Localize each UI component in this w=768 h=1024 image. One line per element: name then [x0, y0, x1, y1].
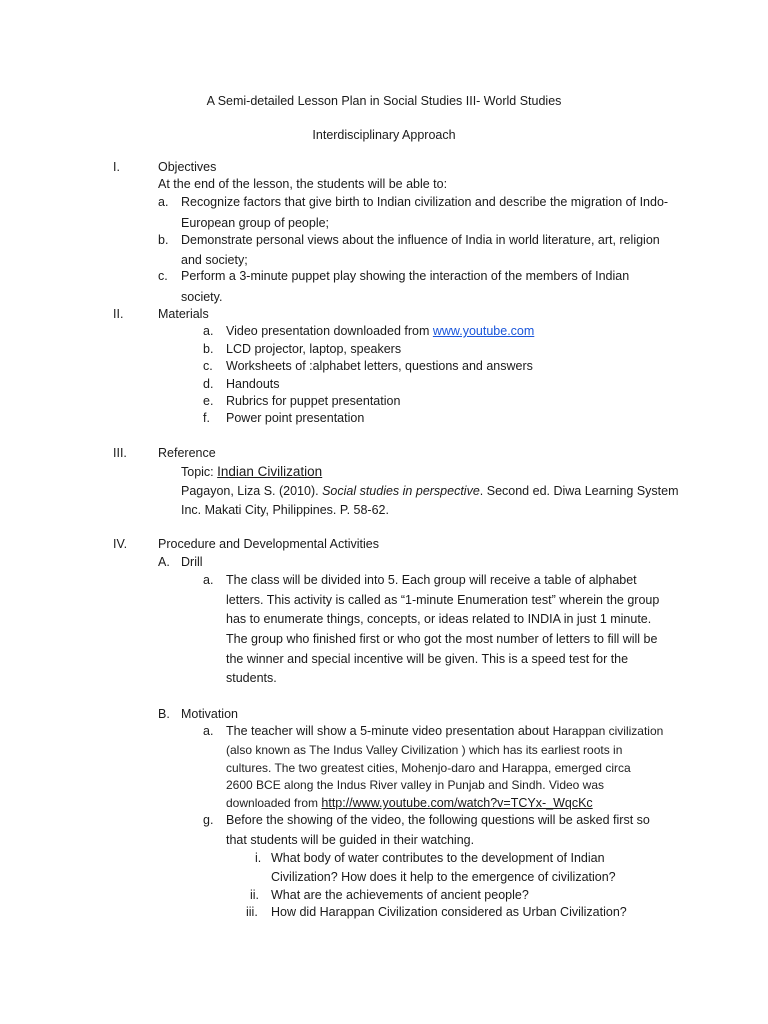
material-letter: e. — [203, 394, 214, 408]
download-label: downloaded from — [226, 796, 322, 810]
drill-line: letters. This activity is called as “1-minute Enumeration test” wherein the group — [226, 593, 660, 607]
objective-letter: b. — [158, 233, 169, 247]
section-3-heading: Reference — [158, 446, 216, 460]
material-item: LCD projector, laptop, speakers — [226, 342, 402, 356]
youtube-link[interactable]: www.youtube.com — [432, 324, 535, 338]
motivation-topic: Harappan civilization — [552, 724, 664, 738]
material-item: Rubrics for puppet presentation — [226, 394, 401, 408]
question-text: How did Harappan Civilization considered as Urban Civilization? — [271, 905, 627, 919]
question-text: What body of water contributes to the development of Indian — [271, 851, 605, 865]
topic-title: Indian Civilization — [217, 464, 323, 479]
motivation-text: The teacher will show a 5-minute video presentation about — [226, 724, 553, 738]
question-number: i. — [255, 851, 262, 865]
drill-line: the winner and special incentive will be given. This is a speed test for the — [226, 652, 629, 666]
drill-letter: a. — [203, 573, 214, 587]
motivation-line — [226, 796, 593, 810]
section-4-heading: Procedure and Developmental Activities — [158, 537, 379, 551]
material-letter: f. — [203, 411, 210, 425]
question-text: What are the achievements of ancient people? — [271, 888, 529, 902]
objective-text: society. — [181, 290, 223, 304]
motivation-letter: a. — [203, 724, 214, 738]
objective-letter: c. — [158, 269, 168, 283]
material-letter: c. — [203, 359, 213, 373]
objective-text: Perform a 3-minute puppet play showing the interaction of the members of Indian — [181, 269, 630, 283]
section-1-number: I. — [113, 160, 120, 174]
citation-publisher: . Second ed. Diwa Learning System — [479, 484, 679, 498]
question-text: Civilization? How does it help to the emergence of civilization? — [271, 870, 616, 884]
material-letter: b. — [203, 342, 214, 356]
material-letter: d. — [203, 377, 214, 391]
objective-text: and society; — [181, 253, 248, 267]
reference-topic — [181, 464, 322, 479]
objective-text: Recognize factors that give birth to Indian civilization and describe the migration of Indo- — [181, 195, 669, 209]
objective-letter: a. — [158, 195, 169, 209]
section-1-heading: Objectives — [158, 160, 217, 174]
drill-line: The group who finished first or who got the most number of letters to fill will be — [226, 632, 658, 646]
motivation-line: (also known as The Indus Valley Civilization ) which has its earliest roots in — [226, 743, 623, 757]
document-subtitle: Interdisciplinary Approach — [312, 128, 456, 142]
guide-line: Before the showing of the video, the following questions will be asked first so — [226, 813, 650, 827]
motivation-line: cultures. The two greatest cities, Mohenjo-daro and Harappa, emerged circa — [226, 761, 631, 775]
section-3-number: III. — [113, 446, 127, 460]
question-number: iii. — [246, 905, 258, 919]
objectives-intro: At the end of the lesson, the students will be able to: — [158, 177, 448, 191]
reference-citation-cont: Inc. Makati City, Philippines. P. 58-62. — [181, 503, 389, 517]
document-title: A Semi-detailed Lesson Plan in Social Studies III- World Studies — [206, 94, 562, 108]
motivation-line — [226, 724, 663, 738]
motivation-line: 2600 BCE along the Indus River valley in Punjab and Sindh. Video was — [226, 778, 605, 792]
section-2-heading: Materials — [158, 307, 209, 321]
guide-letter: g. — [203, 813, 214, 827]
material-item: Worksheets of :alphabet letters, questions and answers — [226, 359, 533, 373]
material-item: Handouts — [226, 377, 280, 391]
subsection-heading-motivation: Motivation — [181, 707, 238, 721]
subsection-letter: A. — [158, 555, 170, 569]
drill-line: has to enumerate things, concepts, or ideas related to INDIA in just 1 minute. — [226, 612, 652, 626]
guide-line: that students will be guided in their watching. — [226, 833, 475, 847]
citation-title: Social studies in perspective — [322, 484, 480, 498]
material-item: Power point presentation — [226, 411, 365, 425]
objective-text: Demonstrate personal views about the influence of India in world literature, art, religion — [181, 233, 660, 247]
video-link[interactable]: http://www.youtube.com/watch?v=TCYx-_WqcKc — [321, 796, 593, 810]
subsection-letter: B. — [158, 707, 170, 721]
material-text: Video presentation downloaded from — [226, 324, 433, 338]
section-2-number: II. — [113, 307, 124, 321]
reference-citation — [181, 484, 679, 498]
material-letter: a. — [203, 324, 214, 338]
section-4-number: IV. — [113, 537, 128, 551]
topic-label: Topic: — [181, 465, 218, 479]
drill-line: The class will be divided into 5. Each group will receive a table of alphabet — [226, 573, 637, 587]
citation-author: Pagayon, Liza S. (2010). — [181, 484, 323, 498]
material-item — [226, 324, 534, 338]
drill-line: students. — [226, 671, 277, 685]
objective-text: European group of people; — [181, 216, 330, 230]
subsection-heading-drill: Drill — [181, 555, 203, 569]
question-number: ii. — [250, 888, 260, 902]
